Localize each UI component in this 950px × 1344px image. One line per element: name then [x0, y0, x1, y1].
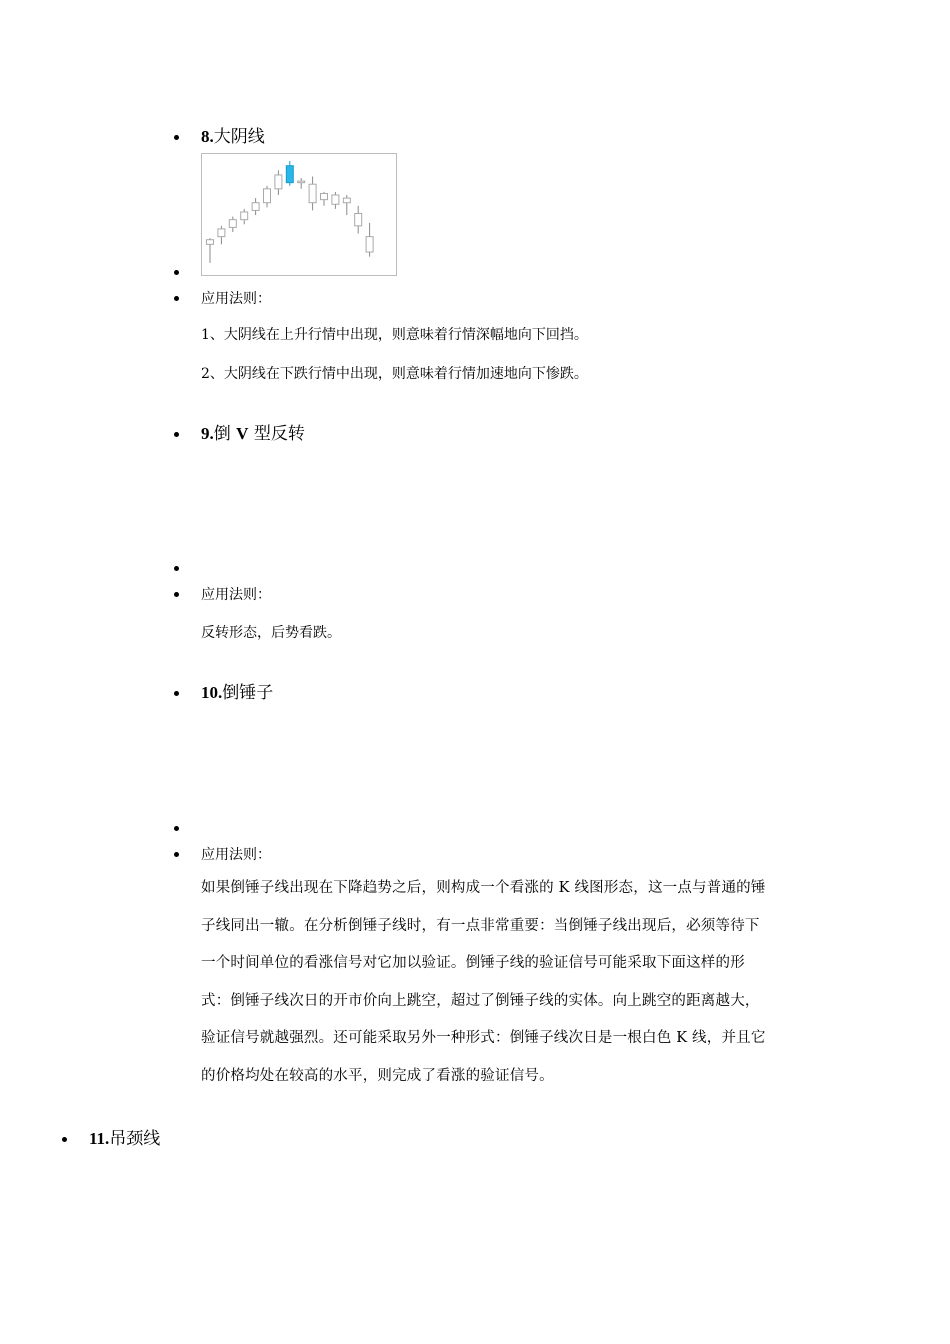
section-10-paragraph: [201, 870, 811, 1095]
paragraph-line: 的价格均处在较高的水平，则完成了看涨的验证信号。: [201, 1067, 554, 1084]
candle-body: [229, 220, 236, 228]
candle-body: [366, 237, 373, 252]
candle-body: [343, 198, 350, 203]
candle-body: [332, 195, 339, 204]
candle-body: [252, 203, 259, 211]
list-bullet: [174, 592, 179, 597]
list-bullet: [174, 691, 179, 696]
section-8-heading: [201, 122, 265, 147]
section-11-number: 11.: [89, 1129, 110, 1148]
candle-body: [218, 229, 225, 237]
list-bullet: [174, 296, 179, 301]
candle-body: [264, 189, 271, 203]
section-8-rule-2: 2、大阴线在下跌行情中出现，则意味着行情加速地向下惨跌。: [201, 366, 588, 382]
list-bullet: [174, 135, 179, 140]
paragraph-line: 验证信号就越强烈。还可能采取另外一种形式：倒锤子线次日是一根白色 K 线，并且它: [201, 1030, 766, 1046]
section-9-heading: [201, 419, 305, 444]
list-bullet: [174, 432, 179, 437]
section-11-heading: [89, 1124, 160, 1149]
section-10-number: 10.: [201, 683, 223, 702]
section-8-rule-1: 1、大阴线在上升行情中出现，则意味着行情深幅地向下回挡。: [201, 327, 588, 343]
big-bearish-candle-chart: [201, 153, 397, 276]
section-11-title: 吊颈线: [109, 1129, 161, 1149]
section-8-title: 大阴线: [213, 127, 265, 147]
section-9-title-v: V: [236, 424, 249, 443]
candle-body: [355, 214, 362, 226]
paragraph-line: 一个时间单位的看涨信号对它加以验证。倒锤子线的验证信号可能采取下面这样的形: [201, 955, 745, 971]
list-bullet: [62, 1137, 67, 1142]
candle-body: [309, 184, 316, 203]
section-10-rules-label: 应用法则：: [201, 847, 271, 863]
list-bullet: [174, 270, 179, 275]
candlestick-chart-svg: [202, 154, 396, 275]
section-9-number: 9.: [201, 424, 214, 443]
candle-body: [321, 193, 328, 199]
candle-body: [207, 240, 214, 245]
paragraph-line: 如果倒锤子线出现在下降趋势之后，则构成一个看涨的 K 线图形态，这一点与普通的锤: [201, 880, 766, 896]
section-9-title-post: 型反转: [248, 424, 305, 444]
paragraph-line: 式：倒锤子线次日的开市价向上跳空，超过了倒锤子线的实体。向上跳空的距离越大，: [201, 992, 760, 1009]
section-9-title-pre: 倒: [213, 424, 237, 444]
candle-body: [275, 175, 282, 189]
section-10-heading: [201, 678, 273, 703]
candle-body: [241, 212, 248, 220]
big-bearish-candle: [286, 166, 293, 183]
section-10-title: 倒锤子: [222, 683, 274, 703]
list-bullet: [174, 566, 179, 571]
list-bullet: [174, 826, 179, 831]
section-9-rules-label: 应用法则：: [201, 587, 271, 603]
candle-body: [298, 181, 305, 183]
section-8-number: 8.: [201, 127, 214, 146]
list-bullet: [174, 852, 179, 857]
section-9-rule-1: 反转形态，后势看跌。: [201, 625, 341, 641]
paragraph-line: 子线同出一辙。在分析倒锤子线时，有一点非常重要：当倒锤子线出现后，必须等待下: [201, 917, 760, 934]
section-8-rules-label: 应用法则：: [201, 291, 271, 307]
